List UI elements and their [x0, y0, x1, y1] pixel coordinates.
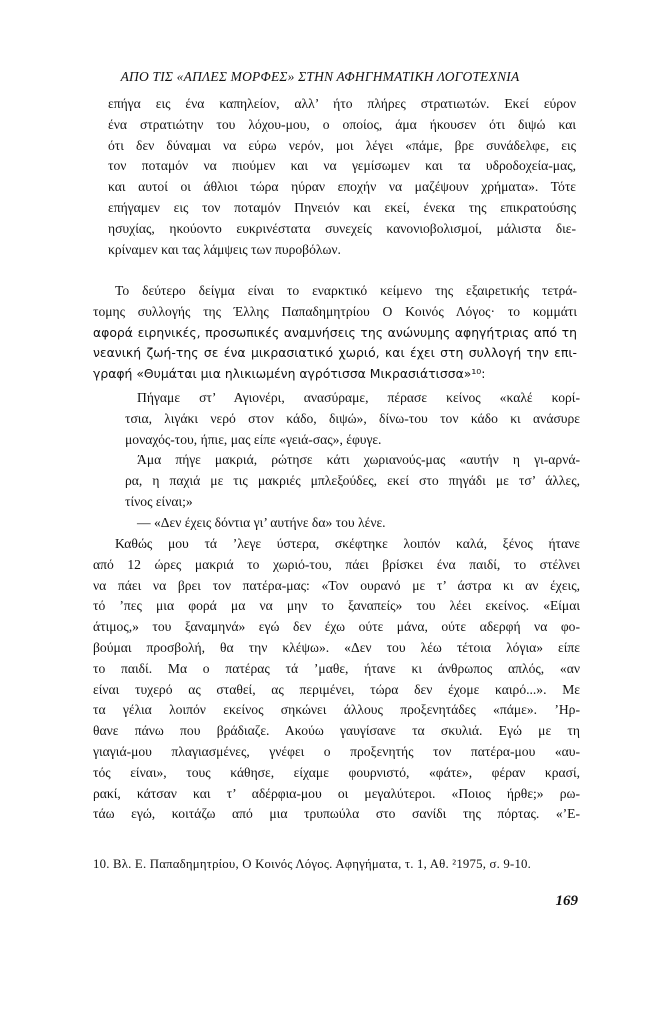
text-line: τομης συλλογής της Έλλης Παπαδημητρίου Ο Κοινός Λόγος· το κομμάτι — [93, 303, 577, 319]
text-line: ότι δεν δύναμαι να εύρω νερόν, μοι λέγει «πάμε, βρε συνάδελφε, εις — [108, 137, 576, 153]
text-line: Καθώς μου τά ’λεγε ύστερα, σκέφτηκε λοιπόν καλά, ξένος ήτανε — [115, 536, 580, 551]
text-line: ένα στρατιώτην του λόχου-μου, ο οποίος, άμα ήκουσεν ότι διψώ και — [108, 116, 576, 132]
text-line: άτιμος,» του ξαναμηνά» εγώ δεν έχω ούτε μάνα, ούτε αδερφή να φο- — [93, 619, 580, 635]
text-line: ρακί, κάτσαν και τ’ αδέρφια-μου οι μεγαλύτεροι. «Ποιος ήρθε;» ρω- — [93, 785, 580, 801]
text-line: κρίναμεν και τας λάμψεις των πυροβόλων. — [108, 241, 341, 257]
text-line: τό ’πες μια φορά μα να μην το ξαναπείς» του λέει εκείνος. «Είμαι — [93, 598, 580, 614]
text-line: ησυχίας, ηκούοντο ευκρινέστατα συνεχείς κανονιοβολισμοί, μάλιστα διε- — [108, 220, 576, 236]
quoted-passage-matchmaker — [93, 534, 580, 825]
page-number: 169 — [555, 893, 578, 909]
text-line: τάω εγώ, κοιτάζω από μια τρυπωύλα στο σανίδι της πόρτας. «’Ε- — [93, 806, 580, 822]
text-line: — «Δεν έχεις δόντια γι’ αυτήνε δα» του λένε. — [137, 514, 386, 530]
body-paragraph — [93, 281, 577, 385]
text-line: αφορά ειρηνικές, προσωπικές αναμνήσεις της ανώνυμης αφηγήτριας από τη — [93, 324, 577, 340]
text-line: βούμαι προσβολή, θα την κλέψω». «Δεν του λέω τέτοια λόγια» είπε — [93, 639, 580, 655]
running-title: ΑΠΟ ΤΙΣ «ΑΠΛΕΣ ΜΟΡΦΕΣ» ΣΤΗΝ ΑΦΗΓΗΜΑΤΙΚΗ ΛΟΓΟΤΕΧΝΙΑ — [120, 69, 520, 84]
text-line: επήγα εις ένα καπηλείον, αλλ’ ήτο πλήρες στρατιωτών. Εκεί εύρον — [108, 96, 576, 111]
text-line: είναι τυχερό ας σταθεί, ας περιμένει, τώρα δεν έχομε καιρό...». Με — [93, 681, 580, 697]
text-line: νεανική ζωή-της σε ένα μικρασιατικό χωριό, και έχει στη συλλογή την επι- — [93, 345, 577, 361]
text-line: το παιδί. Μα ο πατέρας τά ’μαθε, ήτανε κι άνθρωπος απλός, «αν — [93, 660, 580, 676]
quoted-passage-soldier — [108, 94, 576, 260]
text-line: τός είναι», τους κάθησε, είχαμε φουρνιστό, «φάτε», φέραν κρασί, — [93, 764, 580, 780]
text-line: να πάει να βρει τον πατέρα-μας: «Τον ουρανό με τ’ άστρα κι αν έχεις, — [93, 577, 580, 593]
text-line: Πήγαμε στ’ Αγιονέρι, ανασύραμε, πέρασε κείνος «καλέ κορί- — [137, 390, 580, 405]
text-line: τον ποταμόν να πιούμεν και να γεμίσωμεν και τα υδροδοχεία-μας, — [108, 158, 576, 174]
text-line: τσια, λιγάκι νερό στον κάδο, διψώ», δίνω-του τον κάδο κι ανάσυρε — [125, 410, 580, 426]
text-line: μοναχός-του, ήπιε, μας είπε «γειά-σας», έφυγε. — [125, 431, 382, 447]
text-line: Άμα πήγε μακριά, ρώτησε κάτι χωριανούς-μας «αυτήν η γι-αρνά- — [137, 452, 580, 468]
text-line: από 12 ώρες μακριά το χωριό-του, πάει βρίσκει ένα παιδί, το στέλνει — [93, 556, 580, 572]
text-line: ρα, η παχιά με τις μακριές μπλεξούδες, εκεί στο πηγάδι με τσ’ άλλες, — [125, 473, 580, 489]
quoted-passage-well — [125, 388, 580, 534]
text-line: γιαγιά-μου πλαγιασμένες, γνέφει ο προξενητής τον πατέρα-μου «αυ- — [93, 743, 580, 759]
text-line: επήγαμεν εις τον ποταμόν Πηνειόν και εκεί, ένεκα της επικρατούσης — [108, 199, 576, 215]
text-line: γραφή «Θυμάται μια ηλικιωμένη αγρότισσα Μικρασιάτισσα»¹⁰: — [93, 366, 486, 382]
text-line: θανε πάνω που βράδιαζε. Ακούω γαυγίσανε τα σκυλιά. Εγώ με τη — [93, 723, 580, 739]
text-line: τίνος είναι;» — [125, 493, 193, 509]
text-line: και αυτοί οι άθλιοι τώρα ηύραν εποχήν να μαζέψουν χρήματα». Τότε — [108, 179, 576, 195]
text-line: Το δεύτερο δείγμα είναι το εναρκτικό κείμενο της εξαιρετικής τετρά- — [115, 283, 577, 298]
footnote: 10. Βλ. Ε. Παπαδημητρίου, Ο Κοινός Λόγος. Αφηγήματα, τ. 1, Αθ. ²1975, σ. 9-10. — [93, 857, 532, 871]
text-line: τα γέλια λοιπόν εκείνος σηκώνει άλλους προξενητάδες «πάμε». ’Ηρ- — [93, 702, 580, 718]
